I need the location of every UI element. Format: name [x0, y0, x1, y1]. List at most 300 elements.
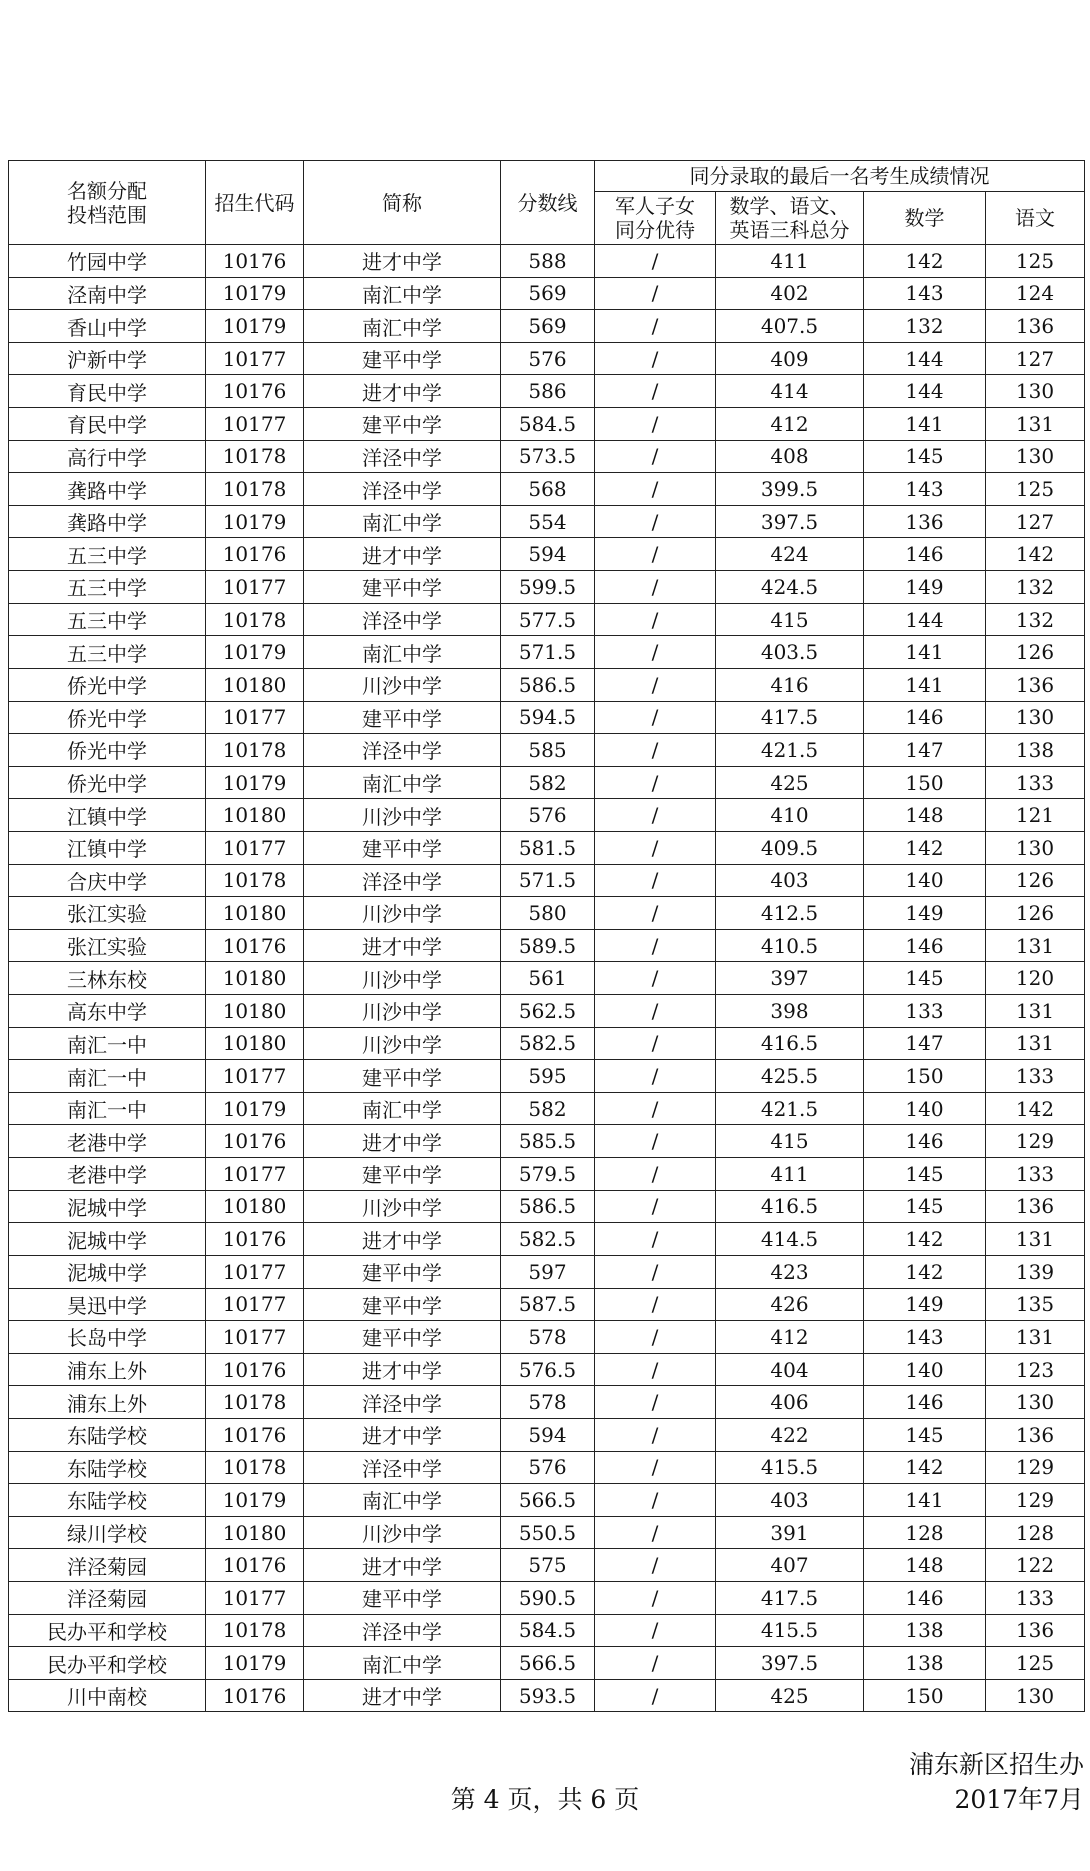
cell-chinese: 130: [986, 375, 1085, 408]
cell-math: 146: [864, 1386, 986, 1419]
cell-three-subject-total: 412: [716, 408, 864, 441]
cell-score-line: 587.5: [501, 1288, 595, 1321]
cell-three-subject-total: 408: [716, 440, 864, 473]
cell-score-line: 588: [501, 245, 595, 278]
cell-three-subject-total: 421.5: [716, 1092, 864, 1125]
cell-math: 149: [864, 897, 986, 930]
cell-code: 10178: [206, 734, 304, 767]
cell-scope: 高行中学: [9, 440, 206, 473]
table-row: [9, 1060, 1085, 1093]
cell-three-subject-total: 403: [716, 1484, 864, 1517]
cell-short-name: 进才中学: [304, 375, 501, 408]
cell-code: 10176: [206, 538, 304, 571]
cell-short-name: 建平中学: [304, 1060, 501, 1093]
cell-score-line: 562.5: [501, 995, 595, 1028]
cell-short-name: 洋泾中学: [304, 1386, 501, 1419]
cell-chinese: 122: [986, 1549, 1085, 1582]
cell-short-name: 洋泾中学: [304, 734, 501, 767]
cell-math: 144: [864, 342, 986, 375]
cell-code: 10176: [206, 1418, 304, 1451]
cell-chinese: 125: [986, 473, 1085, 506]
cell-chinese: 136: [986, 668, 1085, 701]
cell-military-priority: /: [595, 831, 716, 864]
table-row: [9, 668, 1085, 701]
cell-scope: 五三中学: [9, 603, 206, 636]
cell-three-subject-total: 424: [716, 538, 864, 571]
cell-scope: 老港中学: [9, 1125, 206, 1158]
cell-math: 150: [864, 1679, 986, 1712]
footer-date: 2017年7月: [954, 1785, 1084, 1814]
table-row: [9, 1158, 1085, 1191]
cell-short-name: 进才中学: [304, 1418, 501, 1451]
cell-chinese: 120: [986, 962, 1085, 995]
cell-three-subject-total: 415: [716, 1125, 864, 1158]
cell-chinese: 125: [986, 245, 1085, 278]
cell-scope: 合庆中学: [9, 864, 206, 897]
cell-military-priority: /: [595, 473, 716, 506]
cell-military-priority: /: [595, 1484, 716, 1517]
cell-chinese: 133: [986, 766, 1085, 799]
table-row: [9, 245, 1085, 278]
cell-math: 133: [864, 995, 986, 1028]
cell-chinese: 136: [986, 1190, 1085, 1223]
cell-three-subject-total: 423: [716, 1255, 864, 1288]
cell-scope: 泾南中学: [9, 277, 206, 310]
cell-three-subject-total: 412.5: [716, 897, 864, 930]
table-row: [9, 277, 1085, 310]
cell-code: 10180: [206, 1516, 304, 1549]
cell-scope: 泥城中学: [9, 1223, 206, 1256]
cell-code: 10177: [206, 1060, 304, 1093]
cell-scope: 侨光中学: [9, 766, 206, 799]
cell-score-line: 586.5: [501, 668, 595, 701]
cell-military-priority: /: [595, 1581, 716, 1614]
cell-three-subject-total: 425.5: [716, 1060, 864, 1093]
header-short-name: 简称: [304, 161, 501, 245]
cell-scope: 川中南校: [9, 1679, 206, 1712]
cell-short-name: 南汇中学: [304, 1484, 501, 1517]
cell-military-priority: /: [595, 440, 716, 473]
table-row: [9, 897, 1085, 930]
cell-short-name: 南汇中学: [304, 766, 501, 799]
cell-score-line: 594.5: [501, 701, 595, 734]
cell-short-name: 川沙中学: [304, 962, 501, 995]
cell-three-subject-total: 425: [716, 1679, 864, 1712]
cell-short-name: 南汇中学: [304, 636, 501, 669]
table-row: [9, 1092, 1085, 1125]
cell-score-line: 597: [501, 1255, 595, 1288]
cell-chinese: 131: [986, 1321, 1085, 1354]
cell-chinese: 121: [986, 799, 1085, 832]
cell-military-priority: /: [595, 1451, 716, 1484]
table-row: [9, 342, 1085, 375]
cell-three-subject-total: 415.5: [716, 1451, 864, 1484]
cell-scope: 龚路中学: [9, 473, 206, 506]
cell-military-priority: /: [595, 1190, 716, 1223]
cell-scope: 南汇一中: [9, 1092, 206, 1125]
cell-three-subject-total: 397.5: [716, 1647, 864, 1680]
cell-chinese: 125: [986, 1647, 1085, 1680]
cell-scope: 育民中学: [9, 408, 206, 441]
cell-military-priority: /: [595, 701, 716, 734]
cell-math: 143: [864, 1321, 986, 1354]
cell-math: 142: [864, 245, 986, 278]
cell-code: 10179: [206, 766, 304, 799]
cell-scope: 五三中学: [9, 538, 206, 571]
cell-score-line: 584.5: [501, 1614, 595, 1647]
cell-short-name: 进才中学: [304, 1549, 501, 1582]
cell-three-subject-total: 410.5: [716, 929, 864, 962]
cell-code: 10176: [206, 1353, 304, 1386]
cell-chinese: 131: [986, 408, 1085, 441]
cell-math: 140: [864, 864, 986, 897]
cell-chinese: 138: [986, 734, 1085, 767]
cell-scope: 民办平和学校: [9, 1614, 206, 1647]
cell-three-subject-total: 417.5: [716, 1581, 864, 1614]
cell-math: 145: [864, 1418, 986, 1451]
table-row: [9, 1125, 1085, 1158]
cell-code: 10176: [206, 1679, 304, 1712]
cell-code: 10177: [206, 1321, 304, 1354]
cell-short-name: 建平中学: [304, 1158, 501, 1191]
cell-chinese: 126: [986, 864, 1085, 897]
cell-military-priority: /: [595, 766, 716, 799]
table-row: [9, 603, 1085, 636]
cell-military-priority: /: [595, 962, 716, 995]
cell-score-line: 586: [501, 375, 595, 408]
cell-score-line: 571.5: [501, 636, 595, 669]
cell-code: 10180: [206, 995, 304, 1028]
cell-short-name: 川沙中学: [304, 1190, 501, 1223]
cell-three-subject-total: 410: [716, 799, 864, 832]
cell-scope: 张江实验: [9, 929, 206, 962]
cell-short-name: 建平中学: [304, 571, 501, 604]
cell-scope: 南汇一中: [9, 1027, 206, 1060]
cell-military-priority: /: [595, 375, 716, 408]
cell-code: 10177: [206, 1581, 304, 1614]
cell-three-subject-total: 415: [716, 603, 864, 636]
cell-three-subject-total: 426: [716, 1288, 864, 1321]
cell-short-name: 建平中学: [304, 1321, 501, 1354]
cell-code: 10176: [206, 375, 304, 408]
cell-three-subject-total: 412: [716, 1321, 864, 1354]
cell-score-line: 579.5: [501, 1158, 595, 1191]
table-row: [9, 1418, 1085, 1451]
cell-score-line: 582: [501, 766, 595, 799]
cell-code: 10176: [206, 929, 304, 962]
cell-military-priority: /: [595, 1255, 716, 1288]
table-row: [9, 799, 1085, 832]
cell-math: 146: [864, 1581, 986, 1614]
cell-score-line: 576: [501, 342, 595, 375]
table-body: [9, 245, 1085, 1712]
header-three-subject-total: 数学、语文、 英语三科总分: [716, 192, 864, 245]
cell-score-line: 586.5: [501, 1190, 595, 1223]
cell-three-subject-total: 403.5: [716, 636, 864, 669]
cell-three-subject-total: 425: [716, 766, 864, 799]
table-row: [9, 538, 1085, 571]
cell-short-name: 川沙中学: [304, 1027, 501, 1060]
cell-code: 10179: [206, 310, 304, 343]
cell-scope: 南汇一中: [9, 1060, 206, 1093]
table-row: [9, 1288, 1085, 1321]
cell-three-subject-total: 416.5: [716, 1190, 864, 1223]
cell-code: 10177: [206, 701, 304, 734]
cell-math: 141: [864, 668, 986, 701]
cell-three-subject-total: 414: [716, 375, 864, 408]
cell-score-line: 561: [501, 962, 595, 995]
cell-short-name: 进才中学: [304, 1223, 501, 1256]
header-chinese: 语文: [986, 192, 1085, 245]
cell-chinese: 123: [986, 1353, 1085, 1386]
cell-three-subject-total: 407.5: [716, 310, 864, 343]
cell-code: 10180: [206, 962, 304, 995]
header-scope: 名额分配 投档范围: [9, 161, 206, 245]
table-row: [9, 440, 1085, 473]
cell-math: 147: [864, 734, 986, 767]
cell-military-priority: /: [595, 538, 716, 571]
cell-three-subject-total: 416: [716, 668, 864, 701]
cell-short-name: 洋泾中学: [304, 603, 501, 636]
cell-three-subject-total: 416.5: [716, 1027, 864, 1060]
cell-score-line: 576: [501, 1451, 595, 1484]
cell-scope: 张江实验: [9, 897, 206, 930]
table-row: [9, 1484, 1085, 1517]
table-row: [9, 408, 1085, 441]
cell-score-line: 566.5: [501, 1647, 595, 1680]
cell-score-line: 569: [501, 310, 595, 343]
cell-three-subject-total: 402: [716, 277, 864, 310]
cell-score-line: 575: [501, 1549, 595, 1582]
cell-score-line: 577.5: [501, 603, 595, 636]
cell-military-priority: /: [595, 1223, 716, 1256]
header-score-line: 分数线: [501, 161, 595, 245]
table-row: [9, 1321, 1085, 1354]
cell-code: 10178: [206, 864, 304, 897]
cell-score-line: 595: [501, 1060, 595, 1093]
header-military-priority: 军人子女 同分优待: [595, 192, 716, 245]
cell-score-line: 594: [501, 538, 595, 571]
cell-math: 145: [864, 1190, 986, 1223]
cell-short-name: 建平中学: [304, 408, 501, 441]
table-row: [9, 1027, 1085, 1060]
cell-math: 136: [864, 505, 986, 538]
cell-chinese: 130: [986, 1679, 1085, 1712]
cell-short-name: 南汇中学: [304, 277, 501, 310]
cell-scope: 长岛中学: [9, 1321, 206, 1354]
cell-score-line: 566.5: [501, 1484, 595, 1517]
table-row: [9, 571, 1085, 604]
cell-scope: 浦东上外: [9, 1386, 206, 1419]
cell-math: 145: [864, 440, 986, 473]
cell-short-name: 南汇中学: [304, 505, 501, 538]
cell-three-subject-total: 409.5: [716, 831, 864, 864]
cell-score-line: 582.5: [501, 1223, 595, 1256]
table-row: [9, 1386, 1085, 1419]
cell-short-name: 南汇中学: [304, 1092, 501, 1125]
cell-math: 142: [864, 1223, 986, 1256]
cell-math: 148: [864, 799, 986, 832]
cell-score-line: 573.5: [501, 440, 595, 473]
cell-code: 10180: [206, 1027, 304, 1060]
table-row: [9, 375, 1085, 408]
cell-chinese: 124: [986, 277, 1085, 310]
cell-math: 138: [864, 1614, 986, 1647]
cell-code: 10176: [206, 1223, 304, 1256]
cell-short-name: 建平中学: [304, 831, 501, 864]
cell-code: 10176: [206, 1549, 304, 1582]
cell-short-name: 建平中学: [304, 342, 501, 375]
cell-short-name: 进才中学: [304, 1679, 501, 1712]
cell-math: 145: [864, 1158, 986, 1191]
cell-math: 145: [864, 962, 986, 995]
cell-math: 146: [864, 1125, 986, 1158]
cell-scope: 东陆学校: [9, 1484, 206, 1517]
cell-math: 146: [864, 538, 986, 571]
table-row: [9, 831, 1085, 864]
cell-short-name: 洋泾中学: [304, 440, 501, 473]
cell-math: 149: [864, 571, 986, 604]
cell-score-line: 578: [501, 1321, 595, 1354]
cell-short-name: 进才中学: [304, 1125, 501, 1158]
table-row: [9, 701, 1085, 734]
cell-military-priority: /: [595, 1647, 716, 1680]
cell-military-priority: /: [595, 668, 716, 701]
cell-chinese: 130: [986, 831, 1085, 864]
cell-score-line: 585: [501, 734, 595, 767]
cell-scope: 侨光中学: [9, 701, 206, 734]
cell-short-name: 川沙中学: [304, 995, 501, 1028]
cell-military-priority: /: [595, 1614, 716, 1647]
cell-chinese: 130: [986, 701, 1085, 734]
cell-short-name: 建平中学: [304, 1255, 501, 1288]
cell-military-priority: /: [595, 1092, 716, 1125]
cell-chinese: 129: [986, 1484, 1085, 1517]
cell-score-line: 580: [501, 897, 595, 930]
cell-military-priority: /: [595, 342, 716, 375]
cell-score-line: 594: [501, 1418, 595, 1451]
cell-scope: 东陆学校: [9, 1418, 206, 1451]
cell-scope: 浦东上外: [9, 1353, 206, 1386]
cell-scope: 民办平和学校: [9, 1647, 206, 1680]
cell-three-subject-total: 398: [716, 995, 864, 1028]
cell-short-name: 川沙中学: [304, 897, 501, 930]
header-tie-break-group: 同分录取的最后一名考生成绩情况: [595, 161, 1085, 192]
table-row: [9, 1451, 1085, 1484]
cell-short-name: 川沙中学: [304, 668, 501, 701]
cell-chinese: 139: [986, 1255, 1085, 1288]
cell-chinese: 126: [986, 636, 1085, 669]
cell-math: 150: [864, 1060, 986, 1093]
cell-three-subject-total: 411: [716, 245, 864, 278]
cell-math: 143: [864, 277, 986, 310]
cell-short-name: 建平中学: [304, 1581, 501, 1614]
cell-math: 146: [864, 929, 986, 962]
cell-military-priority: /: [595, 734, 716, 767]
cell-score-line: 576: [501, 799, 595, 832]
table-row: [9, 962, 1085, 995]
cell-short-name: 建平中学: [304, 701, 501, 734]
cell-chinese: 132: [986, 603, 1085, 636]
table-row: [9, 1190, 1085, 1223]
cell-code: 10177: [206, 571, 304, 604]
cell-military-priority: /: [595, 1386, 716, 1419]
table-row: [9, 310, 1085, 343]
header-math: 数学: [864, 192, 986, 245]
cell-chinese: 133: [986, 1158, 1085, 1191]
cell-military-priority: /: [595, 277, 716, 310]
cell-math: 142: [864, 1255, 986, 1288]
cell-math: 140: [864, 1092, 986, 1125]
cell-short-name: 川沙中学: [304, 799, 501, 832]
cell-scope: 五三中学: [9, 636, 206, 669]
cell-military-priority: /: [595, 603, 716, 636]
cell-military-priority: /: [595, 864, 716, 897]
cell-military-priority: /: [595, 1549, 716, 1582]
footer-page-number: 第 4 页，共 6 页: [450, 1785, 640, 1814]
cell-short-name: 洋泾中学: [304, 473, 501, 506]
cell-score-line: 585.5: [501, 1125, 595, 1158]
cell-chinese: 129: [986, 1451, 1085, 1484]
cell-three-subject-total: 422: [716, 1418, 864, 1451]
cell-military-priority: /: [595, 408, 716, 441]
cell-military-priority: /: [595, 1158, 716, 1191]
cell-three-subject-total: 417.5: [716, 701, 864, 734]
cell-scope: 高东中学: [9, 995, 206, 1028]
cell-score-line: 568: [501, 473, 595, 506]
cell-math: 142: [864, 1451, 986, 1484]
cell-three-subject-total: 424.5: [716, 571, 864, 604]
cell-short-name: 洋泾中学: [304, 864, 501, 897]
cell-code: 10177: [206, 1288, 304, 1321]
cell-code: 10176: [206, 245, 304, 278]
cell-three-subject-total: 406: [716, 1386, 864, 1419]
cell-scope: 江镇中学: [9, 799, 206, 832]
cell-score-line: 578: [501, 1386, 595, 1419]
cell-scope: 龚路中学: [9, 505, 206, 538]
cell-chinese: 129: [986, 1125, 1085, 1158]
table-row: [9, 1516, 1085, 1549]
cell-short-name: 进才中学: [304, 1353, 501, 1386]
table-row: [9, 636, 1085, 669]
cell-score-line: 593.5: [501, 1679, 595, 1712]
cell-military-priority: /: [595, 995, 716, 1028]
cell-math: 141: [864, 1484, 986, 1517]
cell-military-priority: /: [595, 636, 716, 669]
cell-military-priority: /: [595, 1516, 716, 1549]
cell-math: 141: [864, 636, 986, 669]
cell-code: 10178: [206, 1451, 304, 1484]
cell-military-priority: /: [595, 1418, 716, 1451]
cell-code: 10179: [206, 277, 304, 310]
cell-code: 10177: [206, 1255, 304, 1288]
cell-scope: 侨光中学: [9, 668, 206, 701]
cell-military-priority: /: [595, 1679, 716, 1712]
cell-math: 148: [864, 1549, 986, 1582]
cell-three-subject-total: 404: [716, 1353, 864, 1386]
cell-scope: 香山中学: [9, 310, 206, 343]
cell-code: 10177: [206, 1158, 304, 1191]
cell-scope: 沪新中学: [9, 342, 206, 375]
cell-military-priority: /: [595, 1353, 716, 1386]
header-code: 招生代码: [206, 161, 304, 245]
cell-three-subject-total: 421.5: [716, 734, 864, 767]
cell-code: 10177: [206, 342, 304, 375]
cell-score-line: 569: [501, 277, 595, 310]
cell-math: 140: [864, 1353, 986, 1386]
cell-math: 150: [864, 766, 986, 799]
cell-math: 142: [864, 831, 986, 864]
